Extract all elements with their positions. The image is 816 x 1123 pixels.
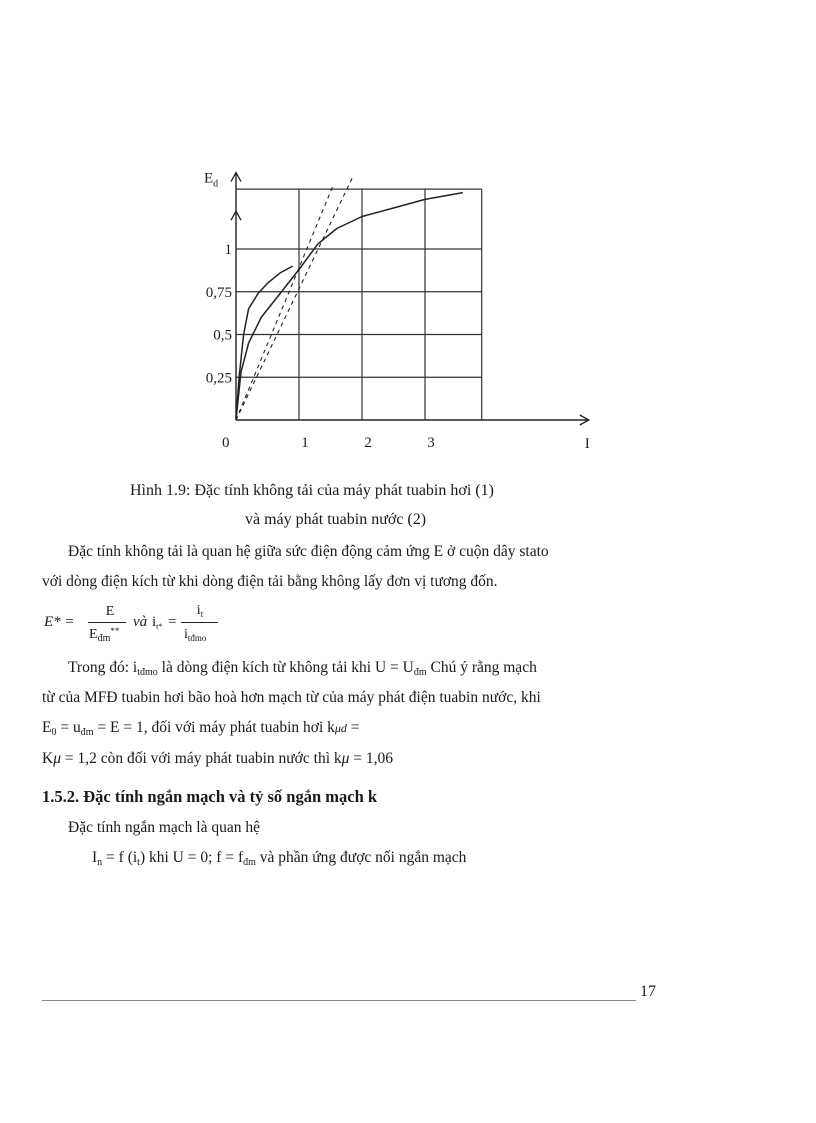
paragraph-3-line-1: Đặc tính ngắn mạch là quan hệ	[68, 819, 260, 836]
formula-lhs: E* =	[44, 614, 75, 630]
page-number: 17	[640, 983, 656, 1000]
x-tick-label: 2	[364, 435, 372, 451]
paragraph-1-line-2: với dòng điện kích từ khi dòng điện tải bằng không lấy đơn vị tương đốn.	[42, 573, 498, 590]
y-tick-label: 0,5	[213, 327, 232, 344]
x-tick-label: 3	[427, 435, 435, 451]
x-tick-label: 1	[301, 435, 309, 451]
x-axis-label: I	[584, 436, 590, 452]
series-curve-1	[236, 193, 463, 420]
formula-equals-2: =	[168, 614, 177, 630]
paragraph-2-line-1: Trong đó: $i_{tđmo}$ là dòng điện kích từ không tải khi $U = U_{đm}$ Chú ý rằng mạch	[68, 659, 537, 678]
section-heading: 1.5.2. Đặc tính ngắn mạch và tỷ số ngắn mạch k	[42, 787, 378, 806]
paragraph-2-line-2: từ của MFĐ tuabin hơi bão hoà hơn mạch từ của máy phát điện tuabin nước, khi	[42, 689, 541, 706]
formula-den-1: $E_{đm}^{**}$	[89, 626, 120, 644]
formula-num-1: E	[105, 604, 115, 619]
chart-axes	[231, 173, 589, 425]
formula-i: $i_{t*}$	[152, 614, 163, 631]
formula-connector: và	[133, 614, 148, 630]
origin-label: 0	[222, 435, 230, 451]
series-air-gap-line-2	[236, 177, 353, 420]
y-axis-label-sub: d	[213, 178, 219, 190]
y-tick-label: 1	[224, 242, 232, 258]
series-air-gap-line-1	[236, 184, 334, 420]
no-load-characteristic-chart	[180, 120, 620, 460]
figure-caption-line-2: và máy phát tuabin nước (2)	[245, 511, 427, 528]
figure-caption-line-1: Hình 1.9: Đặc tính không tải của máy phát tuabin hơi (1)	[130, 482, 494, 499]
y-tick-label: 0,75	[205, 284, 232, 301]
y-axis-label: $E_d$	[204, 170, 219, 190]
paragraph-2-line-3: $E_0 = u_{đm} = E = 1$, đối với máy phát tuabin hơi kμd =	[42, 719, 360, 738]
chart-labels	[204, 171, 590, 452]
y-tick-label: 0,25	[205, 370, 232, 387]
paragraph-3-line-2: $I_n = f$ $(i_t)$ khi U = 0; $f = f_{đm}$ và phần ứng được nối ngắn mạch	[92, 849, 467, 868]
chart-grid	[236, 189, 482, 420]
paragraph-1-line-1: Đặc tính không tải là quan hệ giữa sức điện động cảm ứng E ở cuộn dây stato	[68, 543, 549, 560]
formula-den-2: $i_{tđmo}$	[184, 627, 207, 643]
paragraph-2-line-4: Kμ = 1,2 còn đối với máy phát tuabin nước thì kμ = 1,06	[42, 750, 394, 767]
chart-series	[236, 177, 463, 420]
footer-rule	[42, 1000, 636, 1001]
formula-num-2: $i_t$	[196, 603, 204, 619]
